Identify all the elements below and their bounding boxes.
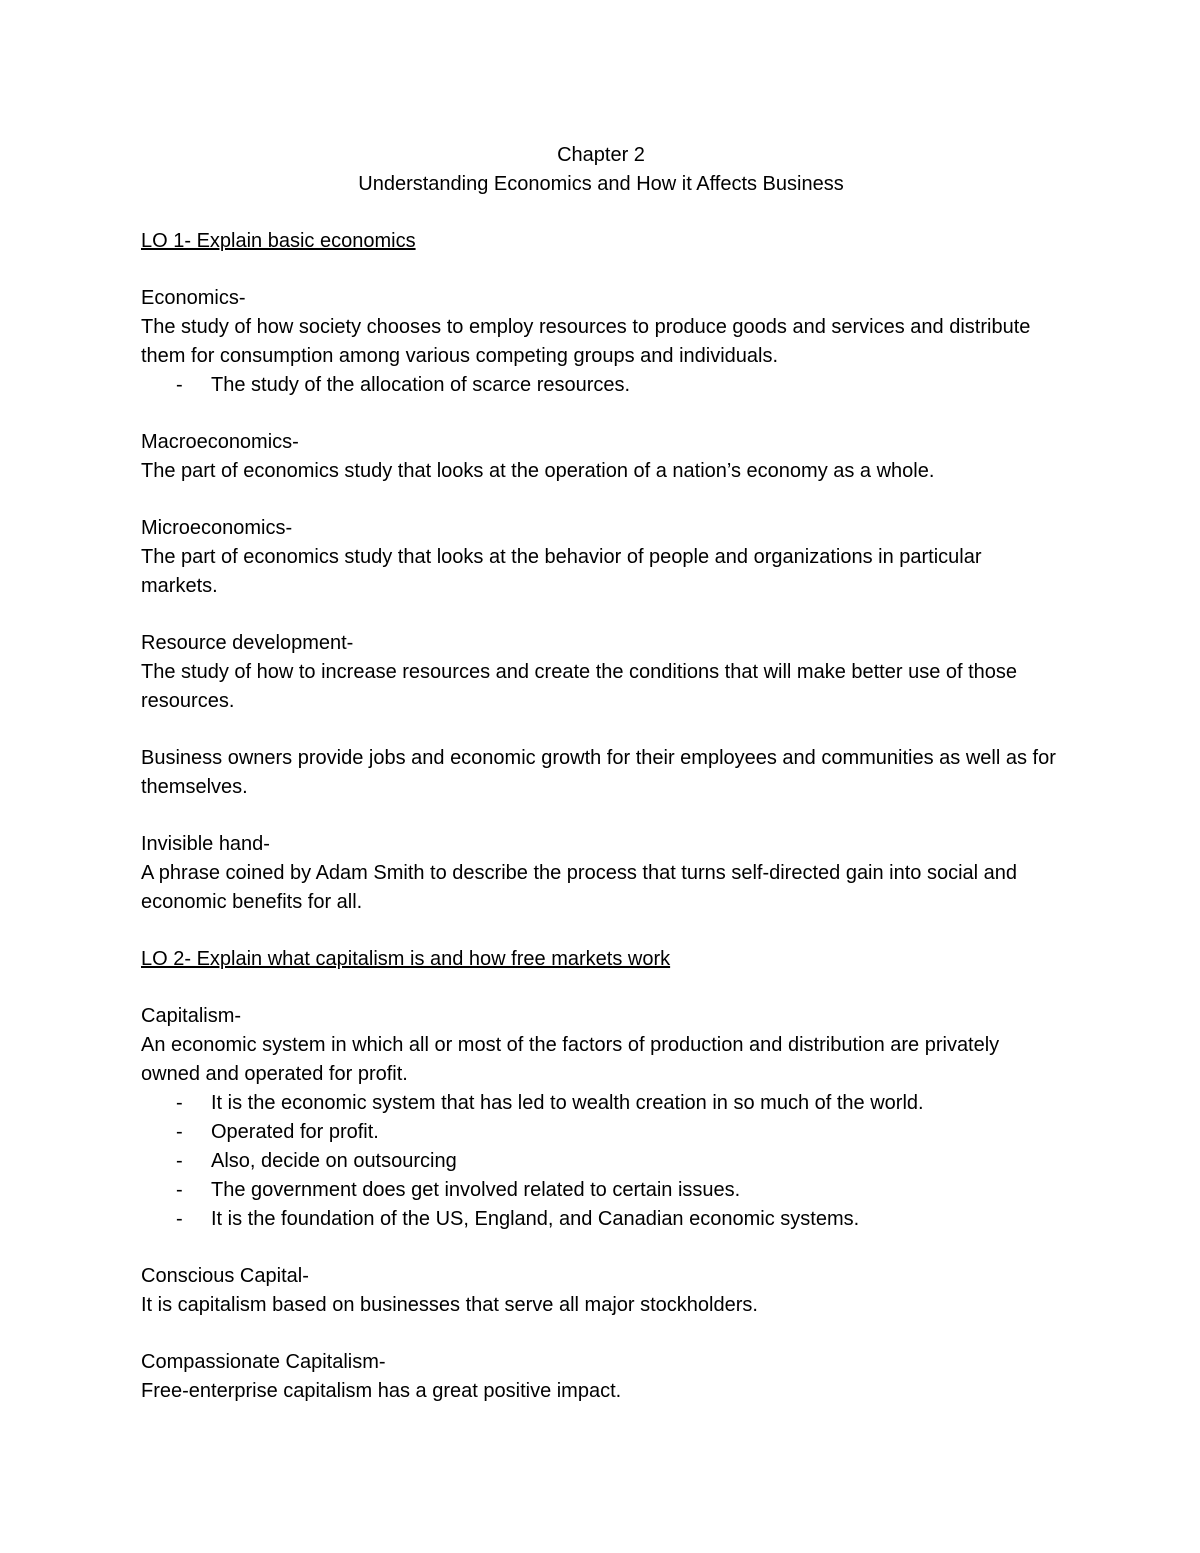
compassionate-capitalism-section <box>141 1348 1061 1406</box>
capitalism-section <box>141 1002 1061 1234</box>
conscious-capital-section <box>141 1262 1061 1320</box>
lo2-heading: LO 2- Explain what capitalism is and how free markets work <box>141 948 671 970</box>
conscious-capital-definition: It is capitalism based on businesses that serve all major stockholders. <box>141 1294 758 1316</box>
list-item: - The government does get involved related to certain issues. <box>176 1179 741 1201</box>
microeconomics-term: Microeconomics- <box>141 517 293 539</box>
invisible-hand-term: Invisible hand- <box>141 833 270 855</box>
business-owners-paragraph: Business owners provide jobs and economic growth for their employees and communities as well as for themselves. <box>141 747 1056 798</box>
microeconomics-section <box>141 514 1061 601</box>
capitalism-bullets <box>141 1089 1061 1234</box>
capitalism-definition: An economic system in which all or most of the factors of production and distribution are privately owned and operated for profit. <box>141 1034 1000 1085</box>
chapter-title: Chapter 2 <box>557 144 645 166</box>
invisible-hand-section <box>141 830 1061 917</box>
list-item: - It is the foundation of the US, England, and Canadian economic systems. <box>176 1208 860 1230</box>
lo1-heading: LO 1- Explain basic economics <box>141 230 416 252</box>
list-item: - The study of the allocation of scarce resources. <box>176 374 631 396</box>
economics-definition: The study of how society chooses to employ resources to produce goods and services and distribute them for consumption among various competing groups and individuals. <box>141 316 1031 367</box>
compassionate-capitalism-definition: Free-enterprise capitalism has a great positive impact. <box>141 1380 622 1402</box>
list-item: - Also, decide on outsourcing <box>176 1150 457 1172</box>
resource-development-definition: The study of how to increase resources and create the conditions that will make better use of those resources. <box>141 661 1018 712</box>
document-page <box>141 141 1061 1406</box>
macroeconomics-section <box>141 428 1061 486</box>
capitalism-term: Capitalism- <box>141 1005 242 1027</box>
compassionate-capitalism-term: Compassionate Capitalism- <box>141 1351 386 1373</box>
chapter-subtitle: Understanding Economics and How it Affects Business <box>358 173 844 195</box>
macroeconomics-definition: The part of economics study that looks at the operation of a nation’s economy as a whole. <box>141 460 935 482</box>
list-item: - Operated for profit. <box>176 1121 379 1143</box>
economics-section <box>141 284 1061 400</box>
list-item: - It is the economic system that has led to wealth creation in so much of the world. <box>176 1092 924 1114</box>
resource-development-term: Resource development- <box>141 632 354 654</box>
invisible-hand-definition: A phrase coined by Adam Smith to describe the process that turns self-directed gain into social and economic benefits for all. <box>141 862 1018 913</box>
microeconomics-definition: The part of economics study that looks at the behavior of people and organizations in particular markets. <box>141 546 982 597</box>
economics-bullets <box>141 371 1061 400</box>
title-block <box>141 141 1061 199</box>
conscious-capital-term: Conscious Capital- <box>141 1265 309 1287</box>
macroeconomics-term: Macroeconomics- <box>141 431 299 453</box>
economics-term: Economics- <box>141 287 246 309</box>
resource-development-section <box>141 629 1061 716</box>
